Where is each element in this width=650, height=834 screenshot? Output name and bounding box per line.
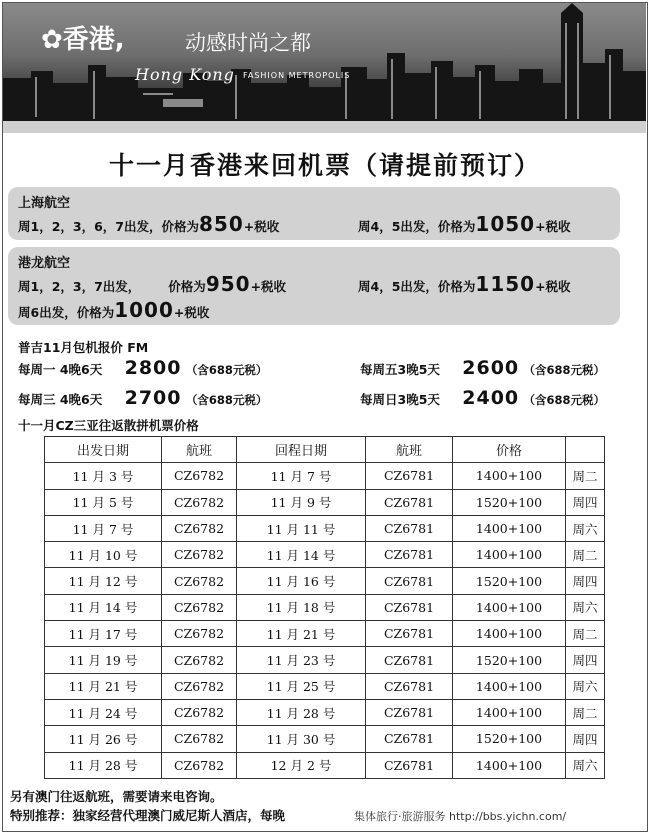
- outbound-flight: CZ6782: [162, 621, 237, 647]
- fare-tax-note: +税收: [535, 219, 571, 234]
- weekday: 周四: [566, 647, 605, 673]
- package-price: 2400: [462, 387, 520, 409]
- table-row: [45, 673, 605, 699]
- departure-date: 11 月 21 号: [45, 673, 162, 699]
- departure-date: 11 月 28 号: [45, 752, 162, 778]
- fare-condition: 周1，2，3，7出发，: [18, 279, 141, 294]
- special-recommendation: 特别推荐：独家经营代理澳门威尼斯人酒店，每晚: [10, 808, 286, 823]
- charter-package: [18, 357, 267, 379]
- departure-date: 11 月 19 号: [45, 647, 162, 673]
- departure-date: 11 月 5 号: [45, 489, 162, 515]
- table-row: [45, 621, 605, 647]
- fare-tax-note: +税收: [535, 279, 571, 294]
- dragonair-panel: [8, 247, 620, 325]
- return-date: 11 月 16 号: [237, 568, 366, 594]
- table-row: [45, 542, 605, 568]
- outbound-flight: CZ6782: [162, 568, 237, 594]
- return-date: 11 月 11 号: [237, 515, 366, 541]
- hong-kong-logo: [41, 19, 125, 56]
- package-tax: （含688元税）: [523, 393, 606, 407]
- weekday: 周六: [566, 752, 605, 778]
- outbound-flight: CZ6782: [162, 647, 237, 673]
- package-label: 每周三 4晚6天: [18, 392, 103, 407]
- return-flight: CZ6781: [366, 726, 453, 752]
- outbound-flight: CZ6782: [162, 726, 237, 752]
- weekday: 周二: [566, 542, 605, 568]
- price: 1520+100: [453, 568, 566, 594]
- weekday: 周四: [566, 568, 605, 594]
- charter-package: [360, 357, 605, 379]
- fare-condition: 周4，5出发，价格为: [358, 219, 476, 234]
- departure-date: 11 月 10 号: [45, 542, 162, 568]
- shanghai-fare-thu-fri: [358, 212, 571, 236]
- site-watermark: 集体旅行·旅游服务 http://bbs.yichn.com/: [354, 810, 567, 823]
- fare-label: 价格为: [168, 279, 206, 294]
- column-header: 出发日期: [45, 437, 162, 463]
- dragonair-fare-thu-fri: [358, 272, 571, 296]
- weekday: 周六: [566, 515, 605, 541]
- table-row: [45, 568, 605, 594]
- return-flight: CZ6781: [366, 621, 453, 647]
- return-flight: CZ6781: [366, 673, 453, 699]
- return-date: 11 月 7 号: [237, 463, 366, 489]
- weekday: 周二: [566, 699, 605, 725]
- phuket-charter-heading: 普吉11月包机报价 FM: [18, 340, 149, 355]
- return-flight: CZ6781: [366, 647, 453, 673]
- logo-text: 香港,: [62, 25, 125, 55]
- return-flight: CZ6781: [366, 463, 453, 489]
- departure-date: 11 月 14 号: [45, 594, 162, 620]
- banner-bottom-strip: [3, 121, 646, 133]
- airline-name: 上海航空: [18, 196, 71, 211]
- outbound-flight: CZ6782: [162, 489, 237, 515]
- return-flight: CZ6781: [366, 515, 453, 541]
- price: 1520+100: [453, 489, 566, 515]
- price: 1400+100: [453, 463, 566, 489]
- table-row: [45, 699, 605, 725]
- outbound-flight: CZ6782: [162, 699, 237, 725]
- return-flight: CZ6781: [366, 752, 453, 778]
- package-label: 每周一 4晚6天: [18, 362, 103, 377]
- fare-condition: 周6出发，价格为: [18, 305, 115, 320]
- fare-tax-note: +税收: [250, 279, 287, 294]
- table-row: [45, 489, 605, 515]
- outbound-flight: CZ6782: [162, 515, 237, 541]
- package-price: 2800: [124, 357, 182, 379]
- price: 1400+100: [453, 752, 566, 778]
- return-date: 11 月 25 号: [237, 673, 366, 699]
- weekday: 周二: [566, 621, 605, 647]
- table-row: [45, 726, 605, 752]
- return-flight: CZ6781: [366, 542, 453, 568]
- price: 1400+100: [453, 594, 566, 620]
- package-tax: （含688元税）: [185, 393, 268, 407]
- weekday: 周四: [566, 726, 605, 752]
- outbound-flight: CZ6782: [162, 542, 237, 568]
- fare-price: 1050: [475, 212, 536, 236]
- cz-sanya-fare-table: [44, 436, 605, 779]
- price: 1400+100: [453, 673, 566, 699]
- return-date: 12 月 2 号: [237, 752, 366, 778]
- banner-city-subtitle: FASHION METROPOLIS: [243, 71, 351, 80]
- fare-condition: 周4，5出发，价格为: [358, 279, 476, 294]
- return-date: 11 月 21 号: [237, 621, 366, 647]
- fare-price: 1000: [114, 298, 174, 322]
- return-flight: CZ6781: [366, 699, 453, 725]
- table-row: [45, 463, 605, 489]
- departure-date: 11 月 26 号: [45, 726, 162, 752]
- outbound-flight: CZ6782: [162, 594, 237, 620]
- return-flight: CZ6781: [366, 568, 453, 594]
- table-row: [45, 515, 605, 541]
- banner-slogan: 动感时尚之都: [185, 31, 311, 55]
- cz-sanya-heading: 十一月CZ三亚往返散拼机票价格: [18, 418, 199, 433]
- return-flight: CZ6781: [366, 594, 453, 620]
- fare-tax-note: +税收: [243, 219, 280, 234]
- dragonair-fare-saturday: [18, 298, 209, 322]
- outbound-flight: CZ6782: [162, 463, 237, 489]
- departure-date: 11 月 12 号: [45, 568, 162, 594]
- package-tax: （含688元税）: [523, 363, 606, 377]
- return-date: 11 月 30 号: [237, 726, 366, 752]
- hong-kong-banner: [3, 3, 646, 133]
- return-date: 11 月 9 号: [237, 489, 366, 515]
- macau-flight-note: 另有澳门往返航班，需要请来电咨询。: [10, 789, 223, 804]
- fare-tax-note: +税收: [173, 305, 210, 320]
- package-price: 2600: [462, 357, 520, 379]
- shanghai-airlines-panel: [8, 187, 620, 240]
- banner-city-english: Hong Kong: [135, 65, 235, 84]
- table-row: [45, 647, 605, 673]
- fare-price: 850: [199, 212, 244, 236]
- shanghai-fare-weekdays: [18, 212, 279, 236]
- column-header: 航班: [162, 437, 237, 463]
- package-label: 每周五3晚5天: [360, 362, 440, 377]
- package-label: 每周日3晚5天: [360, 392, 440, 407]
- dragonair-fare-weekdays: [18, 272, 286, 296]
- charter-package: [360, 387, 605, 409]
- fare-price: 950: [205, 272, 251, 296]
- page-title: 十一月香港来回机票（请提前预订）: [108, 151, 541, 180]
- return-date: 11 月 23 号: [237, 647, 366, 673]
- fare-price: 1150: [475, 272, 536, 296]
- weekday: 周四: [566, 489, 605, 515]
- column-header: [566, 437, 605, 463]
- fare-condition: 周1，2，3，6，7出发，价格为: [18, 219, 199, 234]
- table-header-row: [45, 437, 605, 463]
- price: 1400+100: [453, 699, 566, 725]
- package-tax: （含688元税）: [185, 363, 268, 377]
- bauhinia-flower-icon: ✿: [41, 25, 63, 55]
- departure-date: 11 月 17 号: [45, 621, 162, 647]
- price: 1400+100: [453, 515, 566, 541]
- return-date: 11 月 14 号: [237, 542, 366, 568]
- weekday: 周六: [566, 673, 605, 699]
- weekday: 周二: [566, 463, 605, 489]
- return-date: 11 月 18 号: [237, 594, 366, 620]
- price: 1520+100: [453, 726, 566, 752]
- table-row: [45, 594, 605, 620]
- column-header: 回程日期: [237, 437, 366, 463]
- outbound-flight: CZ6782: [162, 673, 237, 699]
- price: 1400+100: [453, 542, 566, 568]
- column-header: 价格: [453, 437, 566, 463]
- price: 1520+100: [453, 647, 566, 673]
- return-date: 11 月 28 号: [237, 699, 366, 725]
- price: 1400+100: [453, 621, 566, 647]
- departure-date: 11 月 7 号: [45, 515, 162, 541]
- departure-date: 11 月 3 号: [45, 463, 162, 489]
- airline-name: 港龙航空: [18, 256, 71, 271]
- outbound-flight: CZ6782: [162, 752, 237, 778]
- departure-date: 11 月 24 号: [45, 699, 162, 725]
- package-price: 2700: [124, 387, 182, 409]
- charter-package: [18, 387, 267, 409]
- return-flight: CZ6781: [366, 489, 453, 515]
- weekday: 周六: [566, 594, 605, 620]
- column-header: 航班: [366, 437, 453, 463]
- table-row: [45, 752, 605, 778]
